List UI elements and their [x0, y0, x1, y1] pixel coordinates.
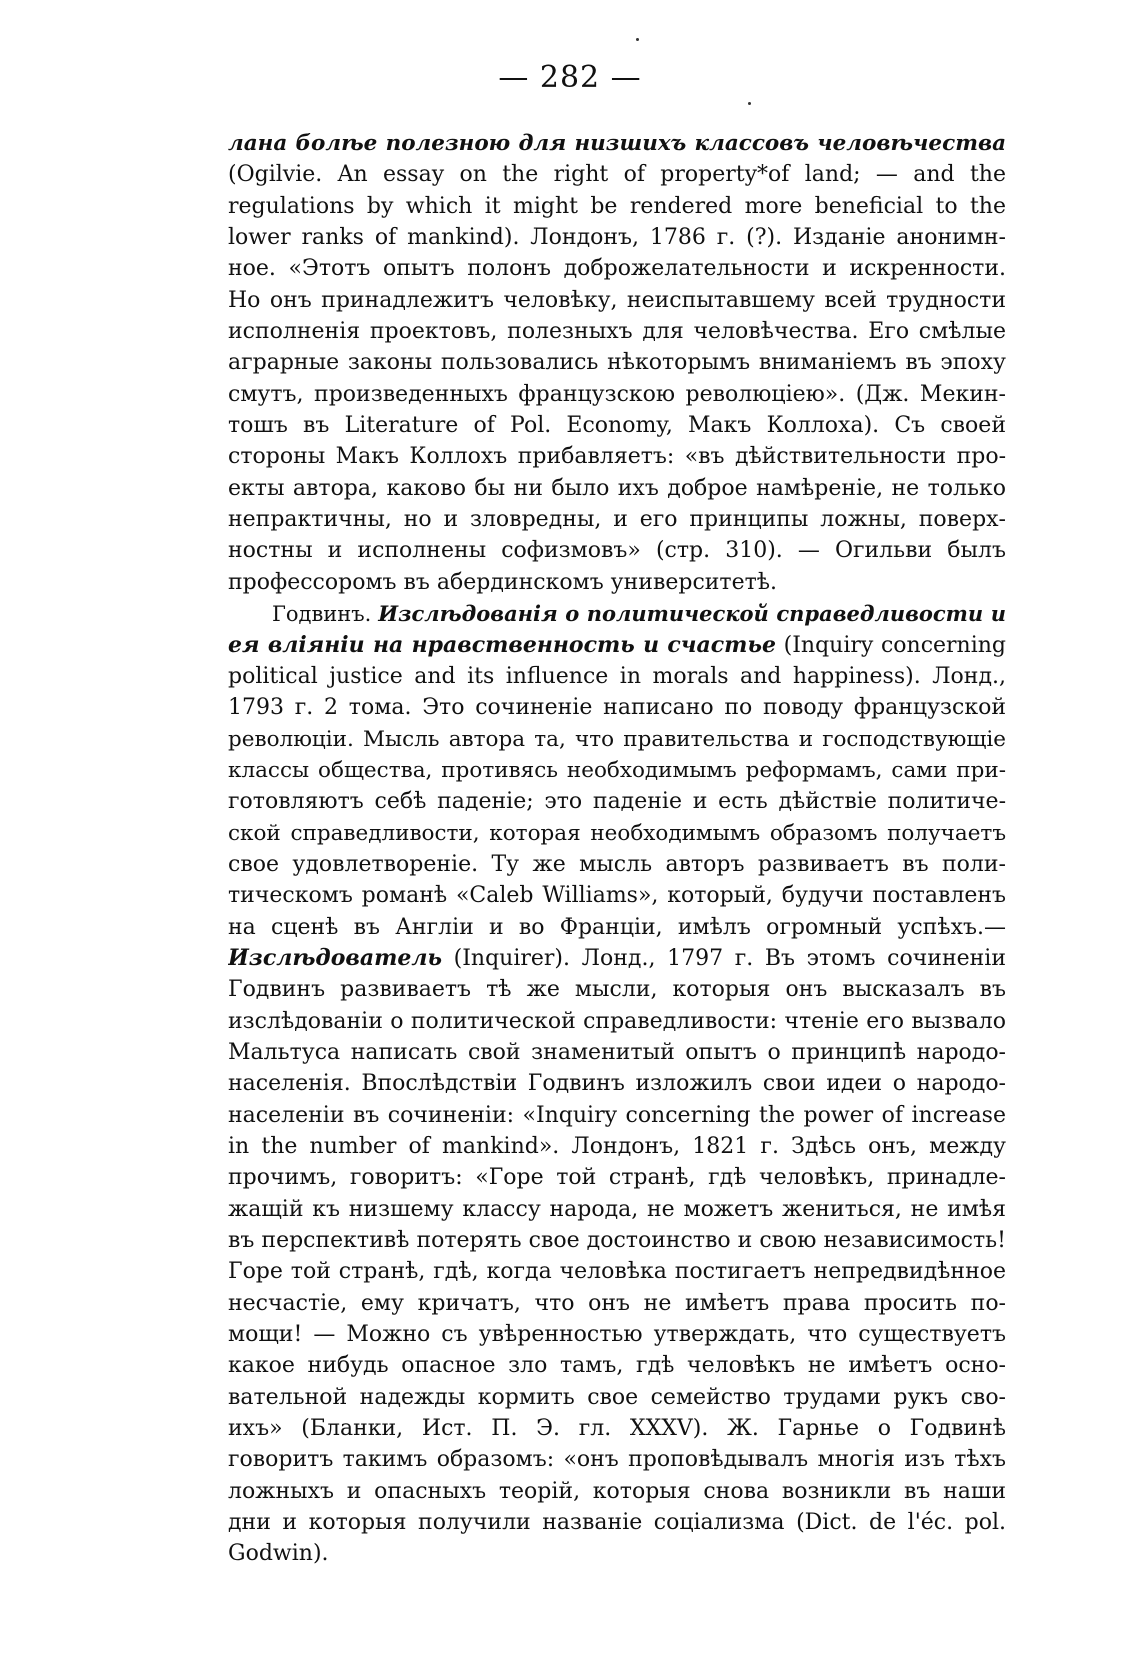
text-line: [228, 880, 1006, 911]
text-segment: непрактичны, но и зловредны, и его принципы ложны, поверх-: [228, 507, 1006, 533]
text-line: [228, 441, 1006, 472]
text-segment: на сценѣ въ Англіи и во Франціи, имѣлъ огромный успѣхъ.—: [228, 914, 1006, 940]
text-line: [228, 849, 1006, 880]
text-line: [228, 253, 1006, 284]
text-line: [228, 191, 1006, 222]
text-segment: (Ogilvie. An essay on the right of property*of land; — and the: [228, 162, 1006, 188]
italic-title-text: ея вліяніи на нравственность и счастье: [228, 631, 776, 658]
text-line: [228, 1037, 1006, 1068]
text-line: [228, 786, 1006, 817]
text-line: [228, 1256, 1006, 1287]
text-segment: in the number of mankind». Лондонъ, 1821 г. Здѣсь онъ, между: [228, 1134, 1006, 1159]
text-segment: regulations by which it might be rendered more beneficial to the: [228, 193, 1006, 219]
text-segment: прочимъ, говоритъ: «Горе той странѣ, гдѣ человѣкъ, принадле-: [228, 1165, 1006, 1191]
text-segment: екты автора, каково бы ни было ихъ доброе намѣреніе, не только: [228, 475, 1006, 501]
text-line: [228, 661, 1006, 692]
text-line: [228, 379, 1006, 410]
text-line: [228, 1476, 1006, 1507]
text-line: [228, 724, 1006, 755]
text-line: [228, 1194, 1006, 1225]
text-line: [228, 285, 1006, 316]
text-segment: ностны и исполнены софизмовъ» (стр. 310). — Огильви былъ: [228, 538, 1006, 564]
text-segment: революціи. Мысль автора та, что правительства и господствующіе: [228, 726, 1006, 752]
text-segment: тошъ въ Literature of Pol. Economy, Макъ Коллоха). Съ своей: [228, 413, 1006, 439]
text-segment: говоритъ такимъ образомъ: «онъ проповѣдывалъ многія изъ тѣхъ: [228, 1447, 1006, 1473]
text-line: [228, 410, 1006, 441]
text-segment: Но онъ принадлежитъ человѣку, неиспытавшему всей трудности: [228, 287, 1006, 313]
text-segment: 1793 г. 2 тома. Это сочиненіе написано по поводу французской: [228, 695, 1006, 721]
text-segment: вательной надежды кормить свое семейство трудами рукъ сво-: [228, 1384, 1006, 1410]
text-segment: свое удовлетвореніе. Ту же мысль авторъ развиваетъ въ поли-: [228, 851, 1006, 877]
text-line: [228, 818, 1006, 849]
text-segment: political justice and its influence in morals and happiness). Лонд.,: [228, 663, 1006, 689]
text-line: [228, 316, 1006, 347]
text-line: [228, 755, 1006, 786]
text-line: [228, 1068, 1006, 1099]
text-segment: населеніи въ сочиненіи: «Inquiry concerning the power of increase: [228, 1102, 1006, 1128]
text-segment: Мальтуса написать свой знаменитый опытъ о принципѣ народо-: [228, 1039, 1006, 1065]
italic-title-text: лана болѣе полезною для низшихъ классовъ человѣчества: [228, 131, 1006, 156]
text-segment: Горе той странѣ, гдѣ, когда человѣка постигаетъ непредвидѣнное: [228, 1259, 1006, 1285]
text-segment: готовляютъ себѣ паденіе; это паденіе и есть дѣйствіе политиче-: [228, 789, 1006, 815]
text-segment: классы общества, противясь необходимымъ реформамъ, сами при-: [228, 757, 1006, 783]
text-line: [228, 1444, 1006, 1475]
text-segment: аграрные законы пользовались нѣкоторымъ вниманіемъ въ эпоху: [228, 350, 1006, 376]
text-line: [228, 1100, 1006, 1131]
text-line: [228, 535, 1006, 566]
text-line: [228, 1319, 1006, 1350]
text-segment: жащій къ низшему классу народа, не можетъ жениться, не имѣя: [228, 1196, 1006, 1222]
text-segment: какое нибудь опасное зло тамъ, гдѣ человѣкъ не имѣетъ осно-: [228, 1353, 1006, 1379]
text-segment: исполненія проектовъ, полезныхъ для человѣчества. Его смѣлые: [228, 319, 1006, 345]
text-segment: (Inquirer). Лонд., 1797 г. Въ этомъ сочиненіи: [441, 945, 1006, 971]
text-segment: мощи! — Можно съ увѣренностью утверждать, что существуетъ: [228, 1322, 1006, 1348]
text-segment: стороны Макъ Коллохъ прибавляетъ: «въ дѣйствительности про-: [228, 444, 1006, 470]
text-line: [228, 1382, 1006, 1413]
text-line: [228, 1538, 1006, 1569]
text-line: [228, 128, 1006, 159]
text-segment: Годвинъ.: [272, 602, 379, 627]
text-segment: смутъ, произведенныхъ французскою революціею». (Дж. Мекин-: [228, 381, 1006, 407]
text-line: [228, 943, 1006, 974]
text-line: [228, 347, 1006, 378]
text-line: [228, 159, 1006, 190]
text-line: [228, 1507, 1006, 1538]
text-segment: lower ranks of mankind). Лондонъ, 1786 г. (?). Изданіе анонимн-: [228, 225, 1006, 251]
text-line: [228, 1225, 1006, 1256]
text-segment: ихъ» (Бланки, Ист. П. Э. гл. XXXV). Ж. Гарнье о Годвинѣ: [228, 1416, 1006, 1442]
text-line: [228, 598, 1006, 629]
text-segment: въ перспективѣ потерять свое достоинство и свою независимость!: [228, 1228, 1006, 1254]
text-segment: тическомъ романѣ «Caleb Williams», который, будучи поставленъ: [228, 883, 1006, 909]
text-line: [228, 567, 1006, 598]
text-segment: несчастіе, ему кричатъ, что онъ не имѣетъ права просить по-: [228, 1290, 1006, 1316]
text-line: [228, 1413, 1006, 1444]
text-line: [228, 974, 1006, 1005]
text-segment: профессоромъ въ абердинскомъ университетѣ.: [228, 569, 778, 595]
text-line: [228, 1288, 1006, 1319]
page-number: — 282 —: [498, 60, 642, 95]
text-segment: населенія. Впослѣдствіи Годвинъ изложилъ свои идеи о народо-: [228, 1071, 1006, 1097]
text-line: [228, 630, 1006, 661]
italic-title-text: Изслѣдователь: [228, 944, 442, 971]
body-text: [228, 128, 1006, 1570]
print-speck: [748, 102, 751, 105]
text-line: [228, 1162, 1006, 1193]
text-segment: Godwin).: [228, 1541, 329, 1567]
text-segment: дни и которыя получили названіе соціализма (Dict. de l'éc. pol.: [228, 1510, 1006, 1536]
text-line: [228, 1131, 1006, 1162]
text-segment: ской справедливости, которая необходимымъ образомъ получаетъ: [228, 820, 1006, 846]
text-line: [228, 692, 1006, 723]
print-speck: [636, 38, 639, 41]
text-line: [228, 473, 1006, 504]
text-line: [228, 504, 1006, 535]
text-segment: Годвинъ развиваетъ тѣ же мысли, которыя онъ высказалъ въ: [228, 977, 1006, 1003]
italic-title-text: Изслѣдованія о политической справедливости и: [378, 601, 1006, 627]
text-line: [228, 1350, 1006, 1381]
text-line: [228, 222, 1006, 253]
text-line: [228, 1006, 1006, 1037]
text-segment: изслѣдованіи о политической справедливости: чтеніе его вызвало: [228, 1008, 1006, 1034]
text-line: [228, 912, 1006, 943]
text-segment: ное. «Этотъ опытъ полонъ доброжелательности и искренности.: [228, 256, 1006, 282]
text-segment: ложныхъ и опасныхъ теорій, которыя снова возникли въ наши: [228, 1478, 1006, 1504]
text-segment: (Inquiry concerning: [775, 632, 1006, 658]
